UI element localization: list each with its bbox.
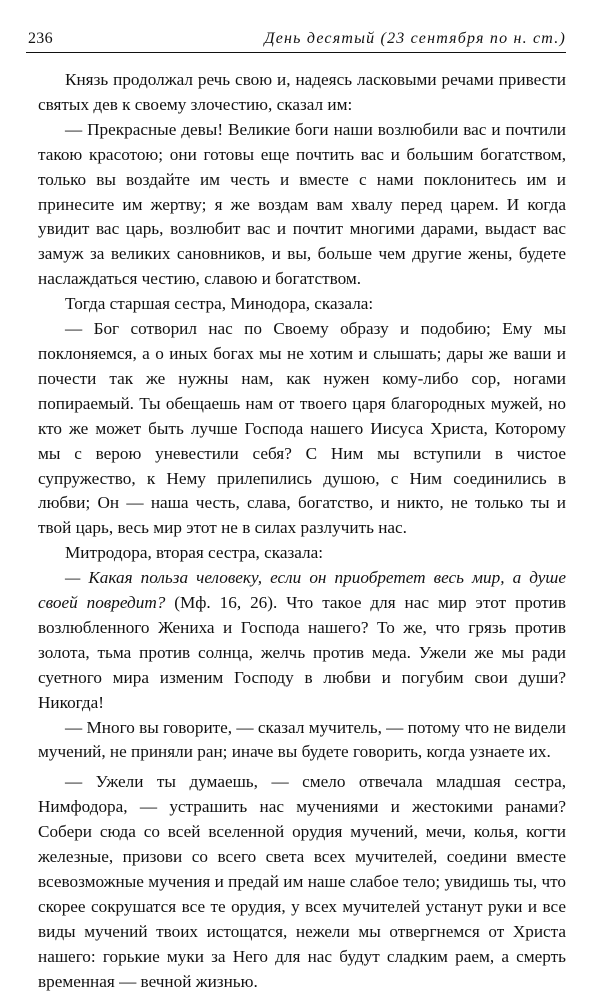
paragraph-mitrodora-intro: Митродора, вторая сестра, сказала: [65,543,323,563]
paragraph-prince-speech-intro: Князь продолжал речь свою и, надеясь ласковыми речами привести святых дев к своему злочестию, сказал им: [38,70,566,114]
page-number: 236 [28,30,53,47]
scripture-reference: (Мф. 16, 26). [165,593,278,613]
paragraph-minodora-intro: Тогда старшая сестра, Минодора, сказала: [65,294,374,314]
running-head [26,28,566,53]
body-text [38,68,566,995]
paragraph-nymphodora-reply: — Ужели ты думаешь, — смело отвечала младшая сестра, Нимфодора, — устрашить нас мучениями и жестокими ранами? Собери сюда со всей вселенной орудия мучений, мечи, колья, когти железные, призови со всего света всех мучителей, соедини вместе всевозможные мучения и предай им наше слабое тело; увидишь ты, что скорее сокрушатся все те орудия, у всех мучителей устанут руки и все виды мучений твоих истощатся, нежели мы отвергнемся от Христа нашего: горькие муки за Него для нас будут сладким раем, а смерть временная — вечной жизнью. [38,772,566,991]
paragraph-minodora-reply: — Бог сотворил нас по Своему образу и подобию; Ему мы поклоняемся, а о иных богах мы не хотим и слышать; дары же ваши и почести так же нужны нам, как нужен кому-либо сор, ногами попираемый. Ты обещаешь нам от твоего царя благородных мужей, но кто же может быть лучше Господа нашего Иисуса Христа, Которому мы с верою уневестили себя? С Ним мы вступили в чистое супружество, к Нему прилепились душою, с Ним соединились в любви; Он — наша честь, слава, богатство, и никто, не только ты и твой царь, весь мир этот не в силах разлучить нас. [38,319,566,538]
scripture-quote: Какая польза человеку, если он приобретет весь мир, а душе своей повредит? [38,568,566,613]
quote-continuation: Что такое для нас мир этот против возлюбленного Жениха и Господа нашего? То же, что грязь против золота, тьма против солнца, желчь против меда. Ужели же мы ради суетного мира изменим Господу в любви и погубим свои души? Никогда! [38,593,567,712]
paragraph-prince-speech: — Прекрасные девы! Великие боги наши возлюбили вас и почтили такою красотою; они готовы еще почтить вас и большим богатством, только вы воздайте им честь и вместе с нами поклонитесь им и принесите им жертву; я же воздам вам хвалу перед царем. И когда увидит вас царь, возлюбит вас и почтит многими дарами, выдаст вас замуж за великих сановников, и вы, больше чем другие жены, будете наслаждаться честию, славою и богатством. [38,119,566,289]
paragraph-torturer-reply: — Много вы говорите, — сказал мучитель, — потому что не видели мучений, не приняли ран; иначе вы будете говорить, когда узнаете их. [38,717,566,762]
paragraph-mitrodora-reply [38,566,566,715]
running-title: День десятый (23 сентября по н. ст.) [264,30,566,47]
quote-dash: — [65,568,89,588]
